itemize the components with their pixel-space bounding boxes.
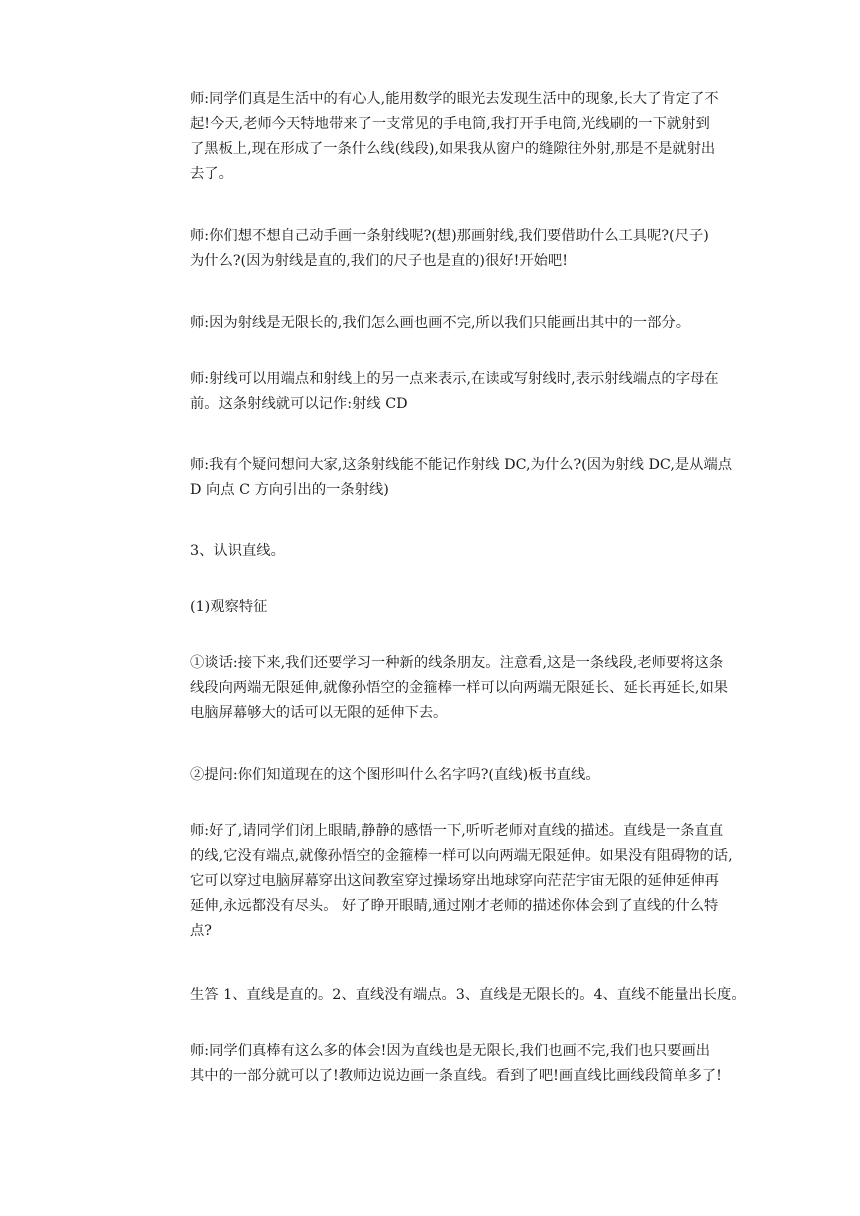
text-line: ②提问:你们知道现在的这个图形叫什么名字吗?(直线)板书直线。 xyxy=(190,767,600,783)
text-line: 生答 1、直线是直的。2、直线没有端点。3、直线是无限长的。4、直线不能量出长度。 xyxy=(190,987,746,1003)
paragraph-student-answer xyxy=(190,983,770,1008)
paragraph-ray-question xyxy=(190,453,770,503)
subsection-heading-observe xyxy=(190,595,770,620)
text-line: 电脑屏幕够大的话可以无限的延伸下去。 xyxy=(190,705,448,721)
text-line: 师:射线可以用端点和射线上的另一点来表示,在读或写射线时,表示射线端点的字母在 xyxy=(190,371,719,387)
paragraph-ray-notation xyxy=(190,367,770,417)
text-line: 师:你们想不想自己动手画一条射线呢?(想)那画射线,我们要借助什么工具呢?(尺子) xyxy=(190,228,709,244)
text-line: 师:我有个疑问想问大家,这条射线能不能记作射线 DC,为什么?(因为射线 DC,是从端点 xyxy=(190,457,733,473)
text-line: 了黑板上,现在形成了一条什么线(线段),如果我从窗户的缝隙往外射,那是不是就射出 xyxy=(190,141,716,157)
text-line: 前。这条射线就可以记作:射线 CD xyxy=(190,396,408,412)
text-line: 它可以穿过电脑屏幕穿出这间教室穿过操场穿出地球穿向茫茫宇宙无限的延伸延伸再 xyxy=(190,873,719,889)
text-line: D 向点 C 方向引出的一条射线) xyxy=(190,482,389,498)
text-line: 师:好了,请同学们闭上眼睛,静静的感悟一下,听听老师对直线的描述。直线是一条直直 xyxy=(190,823,724,839)
text-line: 点? xyxy=(190,923,212,939)
text-line: 延伸,永远都没有尽头。 好了睁开眼睛,通过刚才老师的描述你体会到了直线的什么特 xyxy=(190,898,719,914)
text-line: 线段向两端无限延伸,就像孙悟空的金箍棒一样可以向两端无限延长、延长再延长,如果 xyxy=(190,680,729,696)
paragraph-talk xyxy=(190,651,770,726)
text-line: 去了。 xyxy=(190,166,233,182)
paragraph-conclusion xyxy=(190,1039,770,1089)
paragraph-question xyxy=(190,763,770,788)
section-heading-line xyxy=(190,539,770,564)
paragraph-describe-line xyxy=(190,819,770,944)
paragraph-flashlight xyxy=(190,87,770,187)
text-line: ①谈话:接下来,我们还要学习一种新的线条朋友。注意看,这是一条线段,老师要将这条 xyxy=(190,655,724,671)
text-line: 的线,它没有端点,就像孙悟空的金箍棒一样可以向两端无限延伸。如果没有阻碍物的话, xyxy=(190,848,733,864)
text-line: 师:同学们真棒有这么多的体会!因为直线也是无限长,我们也画不完,我们也只要画出 xyxy=(190,1043,711,1059)
text-line: 起!今天,老师今天特地带来了一支常见的手电筒,我打开手电筒,光线刷的一下就射到 xyxy=(190,116,710,132)
paragraph-draw-ray xyxy=(190,224,770,274)
text-line: 师:同学们真是生活中的有心人,能用数学的眼光去发现生活中的现象,长大了肯定了不 xyxy=(190,91,719,107)
text-line: 为什么?(因为射线是直的,我们的尺子也是直的)很好!开始吧! xyxy=(190,253,568,269)
text-line: 师:因为射线是无限长的,我们怎么画也画不完,所以我们只能画出其中的一部分。 xyxy=(190,315,690,331)
text-line: 3、认识直线。 xyxy=(190,543,285,559)
text-line: (1)观察特征 xyxy=(190,599,268,615)
paragraph-ray-infinite xyxy=(190,311,770,336)
text-line: 其中的一部分就可以了!教师边说边画一条直线。看到了吧!画直线比画线段简单多了! xyxy=(190,1068,722,1084)
